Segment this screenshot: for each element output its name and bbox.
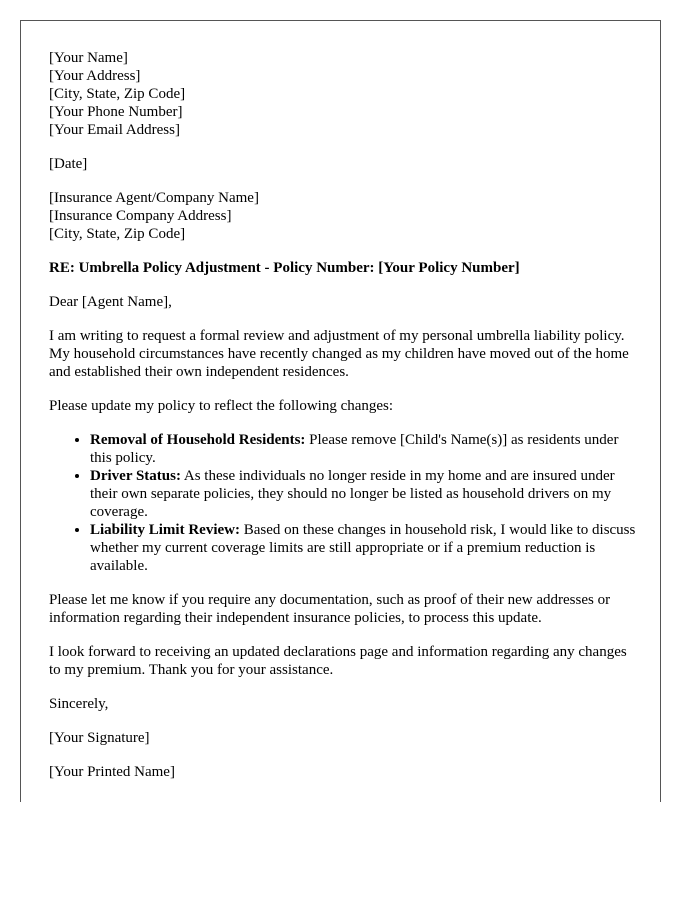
list-item (90, 521, 639, 575)
letter-date: [Date] (49, 156, 88, 172)
signoff: Sincerely, (49, 696, 109, 712)
closing-paragraph: I look forward to receiving an updated declarations page and information regarding any changes to my premium. Thank you for your assistance. (49, 644, 627, 678)
lead-in-paragraph: Please update my policy to reflect the following changes: (49, 398, 394, 414)
recipient-city-state-zip: [City, State, Zip Code] (49, 226, 186, 242)
sender-name: [Your Name] (49, 50, 128, 66)
letter-page (20, 20, 661, 802)
signature: [Your Signature] (49, 730, 150, 746)
sender-city-state-zip: [City, State, Zip Code] (49, 86, 186, 102)
recipient-address: [Insurance Company Address] (49, 208, 232, 224)
list-item (90, 431, 639, 467)
list-item-text: Based on these changes in household risk, I would like to discuss whether my current coverage limits are still appropriate or if a premium reduction is available. (90, 522, 636, 574)
salutation: Dear [Agent Name], (49, 294, 172, 310)
recipient-block (49, 189, 639, 243)
list-item-text: Please remove [Child's Name(s)] as residents under this policy. (90, 432, 619, 466)
list-item-heading: Liability Limit Review: (90, 522, 240, 538)
sender-block (49, 49, 639, 139)
list-item (90, 467, 639, 521)
sender-email: [Your Email Address] (49, 122, 180, 138)
changes-list (49, 431, 639, 575)
list-item-heading: Driver Status: (90, 468, 181, 484)
intro-paragraph: I am writing to request a formal review and adjustment of my personal umbrella liability policy. My household circumstances have recently changed as my children have moved out of the home and established their own independent residences. (49, 328, 629, 380)
list-item-heading: Removal of Household Residents: (90, 432, 306, 448)
recipient-name: [Insurance Agent/Company Name] (49, 190, 259, 206)
sender-phone: [Your Phone Number] (49, 104, 183, 120)
letter-body (49, 49, 639, 797)
documentation-paragraph: Please let me know if you require any documentation, such as proof of their new addresses or information regarding their independent insurance policies, to process this update. (49, 592, 611, 626)
list-item-text: As these individuals no longer reside in my home and are insured under their own separate policies, they should no longer be listed as household drivers on my coverage. (90, 468, 615, 520)
sender-address: [Your Address] (49, 68, 141, 84)
printed-name: [Your Printed Name] (49, 764, 175, 780)
subject-line: RE: Umbrella Policy Adjustment - Policy Number: [Your Policy Number] (49, 260, 520, 276)
